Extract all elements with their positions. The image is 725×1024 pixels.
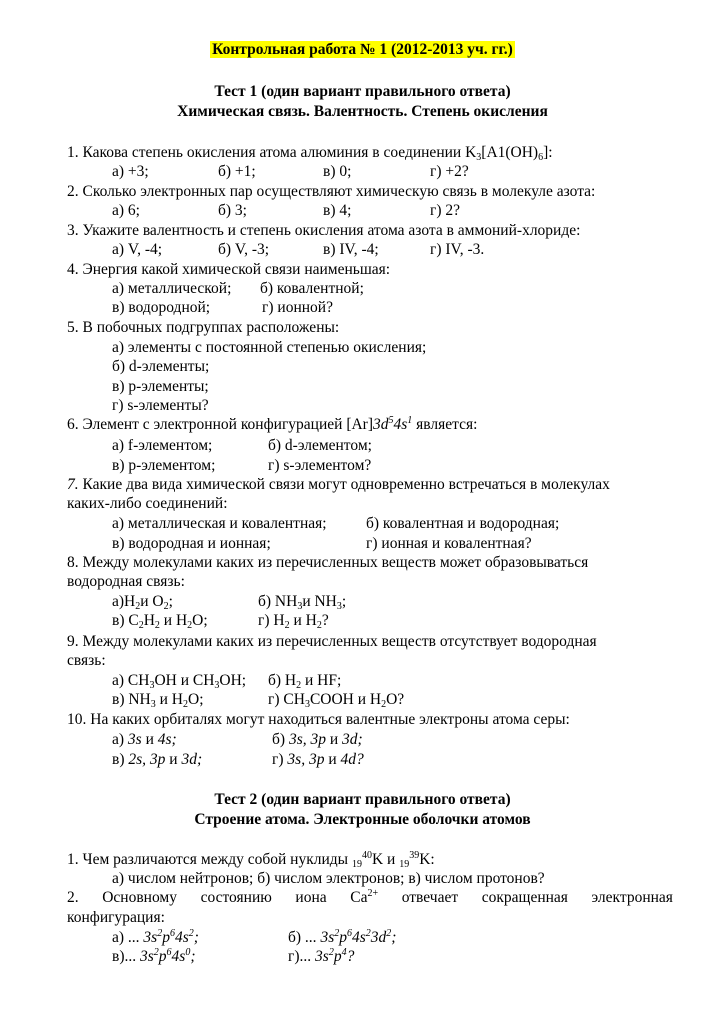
t1-q3-text: 3. Укажите валентность и степень окисления атома азота в аммоний-хлориде:	[67, 222, 581, 239]
t1-q8-option-a: $а)H_2и$ $O_2$;	[112, 593, 173, 612]
t1-q9-option-a: а) $CH_3OH$ и $CH_3OH$;	[112, 672, 247, 691]
t1-q3-option-b: б) V, -3;	[218, 241, 270, 258]
t2-q2-option-d: г)... $3s^2p^4$?	[288, 947, 355, 965]
t2-q2-text: 2. Основному состоянию иона $Ca^{2+}$ отвечает сокращенная электронная	[67, 888, 673, 906]
t1-q2-option-c: в) 4;	[323, 202, 352, 219]
t1-q3-option-a: а) V, -4;	[112, 241, 163, 258]
t1-q4-text: 4. Энергия какой химической связи наименьшая:	[67, 261, 391, 278]
t1-q6-option-d: г) s-элементом?	[268, 457, 372, 474]
t1-q8-text: 8. Между молекулами каких из перечисленных веществ может образовываться	[67, 554, 589, 571]
t1-q9-option-d: г) $CH_3COOH$ и $H_2O$?	[268, 691, 405, 710]
t2-q2-option-a: а) ... $3s^2p^64s^2$;	[112, 928, 199, 946]
t1-q9-option-b: б) $H_2$ и HF;	[268, 672, 342, 691]
t1-q7-text: 7. Какие два вида химической связи могут одновременно встречаться в молекулах	[67, 476, 610, 493]
t1-q3-option-c: в) IV, -4;	[323, 241, 379, 258]
t1-q5-option-d: г) s-элементы?	[112, 397, 209, 414]
t1-q8-option-c: в) $C_2H_2$ и $H_2O$;	[112, 612, 208, 631]
exam-title-highlight: Контрольная работа № 1 (2012-2013 уч. гг.)	[212, 41, 513, 58]
t1-q4-option-a: а) металлической;	[112, 280, 232, 297]
t1-q3-option-d: г) IV, -3.	[430, 241, 485, 258]
t1-q4-option-b: б) ковалентной;	[260, 280, 364, 297]
t1-q9-text: 9. Между молекулами каких из перечисленных веществ отсутствует водородная	[67, 633, 597, 650]
t1-q6-option-c: в) p-элементом;	[112, 457, 216, 474]
t2-q1-text: 1. Чем различаются между собой нуклиды $_{19}^{40}$K и $_{19}^{39}$K:	[67, 850, 435, 870]
t1-q10-option-a: а) 3s и 4s;	[112, 731, 177, 748]
t1-q2-option-a: а) 6;	[112, 202, 140, 219]
t1-q8-text-cont: водородная связь:	[67, 573, 185, 590]
t1-q9-option-c: в) $NH_3$ и $H_2O$;	[112, 691, 204, 710]
test2-topic: Строение атома. Электронные оболочки атомов	[194, 811, 531, 828]
t1-q6-option-b: б) d-элементом;	[268, 437, 372, 454]
t2-q2-option-b: б) ... $3s^2p^64s^23d^2$;	[288, 928, 397, 946]
test1-title: Тест 1 (один вариант правильного ответа)	[214, 83, 511, 100]
t1-q7-text-cont: каких-либо соединений:	[67, 495, 228, 512]
t1-q1-option-b: б) +1;	[218, 163, 256, 180]
t1-q2-text: 2. Сколько электронных пар осуществляют химическую связь в молекуле азота:	[67, 183, 596, 200]
t1-q4-option-d: г) ионной?	[262, 299, 333, 316]
test1-topic: Химическая связь. Валентность. Степень окисления	[177, 103, 548, 120]
t1-q4-option-c: в) водородной;	[112, 299, 211, 316]
t1-q1-option-d: г) +2?	[430, 163, 469, 180]
t1-q8-option-d: г) $H_2$ и $H_2$?	[258, 612, 329, 631]
t1-q9-text-cont: связь:	[67, 652, 106, 669]
test2-title: Тест 2 (один вариант правильного ответа)	[214, 791, 511, 808]
t1-q10-option-d: г) 3s, 3p и 4d?	[272, 751, 364, 768]
t1-q1-option-a: а) +3;	[112, 163, 149, 180]
t1-q5-option-a: а) элементы с постоянной степенью окисления;	[112, 339, 427, 356]
t1-q1-text: 1. Какова степень окисления атома алюминия в соединении $K_3[A1(OH)_6]$:	[67, 144, 553, 163]
t1-q7-option-c: в) водородная и ионная;	[112, 535, 271, 552]
t2-q1-options: а) числом нейтронов; б) числом электронов; в) числом протонов?	[112, 870, 545, 887]
t1-q5-text: 5. В побочных подгруппах расположены:	[67, 319, 340, 336]
t1-q2-option-d: г) 2?	[430, 202, 461, 219]
t1-q10-option-c: в) 2s, 3p и 3d;	[112, 751, 203, 768]
t1-q8-option-b: б) $NH_3и$ $NH_3$;	[258, 593, 347, 612]
t1-q6-text: 6. Элемент с электронной конфигурацией $[Ar]3d^54s^1$ является:	[67, 415, 478, 433]
t1-q7-option-b: б) ковалентная и водородная;	[366, 515, 560, 532]
t1-q7-option-d: г) ионная и ковалентная?	[366, 535, 532, 552]
t1-q5-option-c: в) p-элементы;	[112, 378, 209, 395]
t1-q7-option-a: а) металлическая и ковалентная;	[112, 515, 327, 532]
t2-q2-option-c: в)... $3s^2p^64s^0$;	[112, 947, 196, 965]
t2-q2-text-cont: конфигурация:	[67, 909, 165, 926]
exam-title	[0, 40, 725, 59]
t1-q10-text: 10. На каких орбиталях могут находиться валентные электроны атома серы:	[67, 711, 570, 728]
t1-q6-option-a: а) f-элементом;	[112, 437, 213, 454]
t1-q1-option-c: в) 0;	[323, 163, 352, 180]
t1-q5-option-b: б) d-элементы;	[112, 358, 210, 375]
t1-q10-option-b: б) 3s, 3p и 3d;	[272, 731, 363, 748]
t1-q2-option-b: б) 3;	[218, 202, 247, 219]
